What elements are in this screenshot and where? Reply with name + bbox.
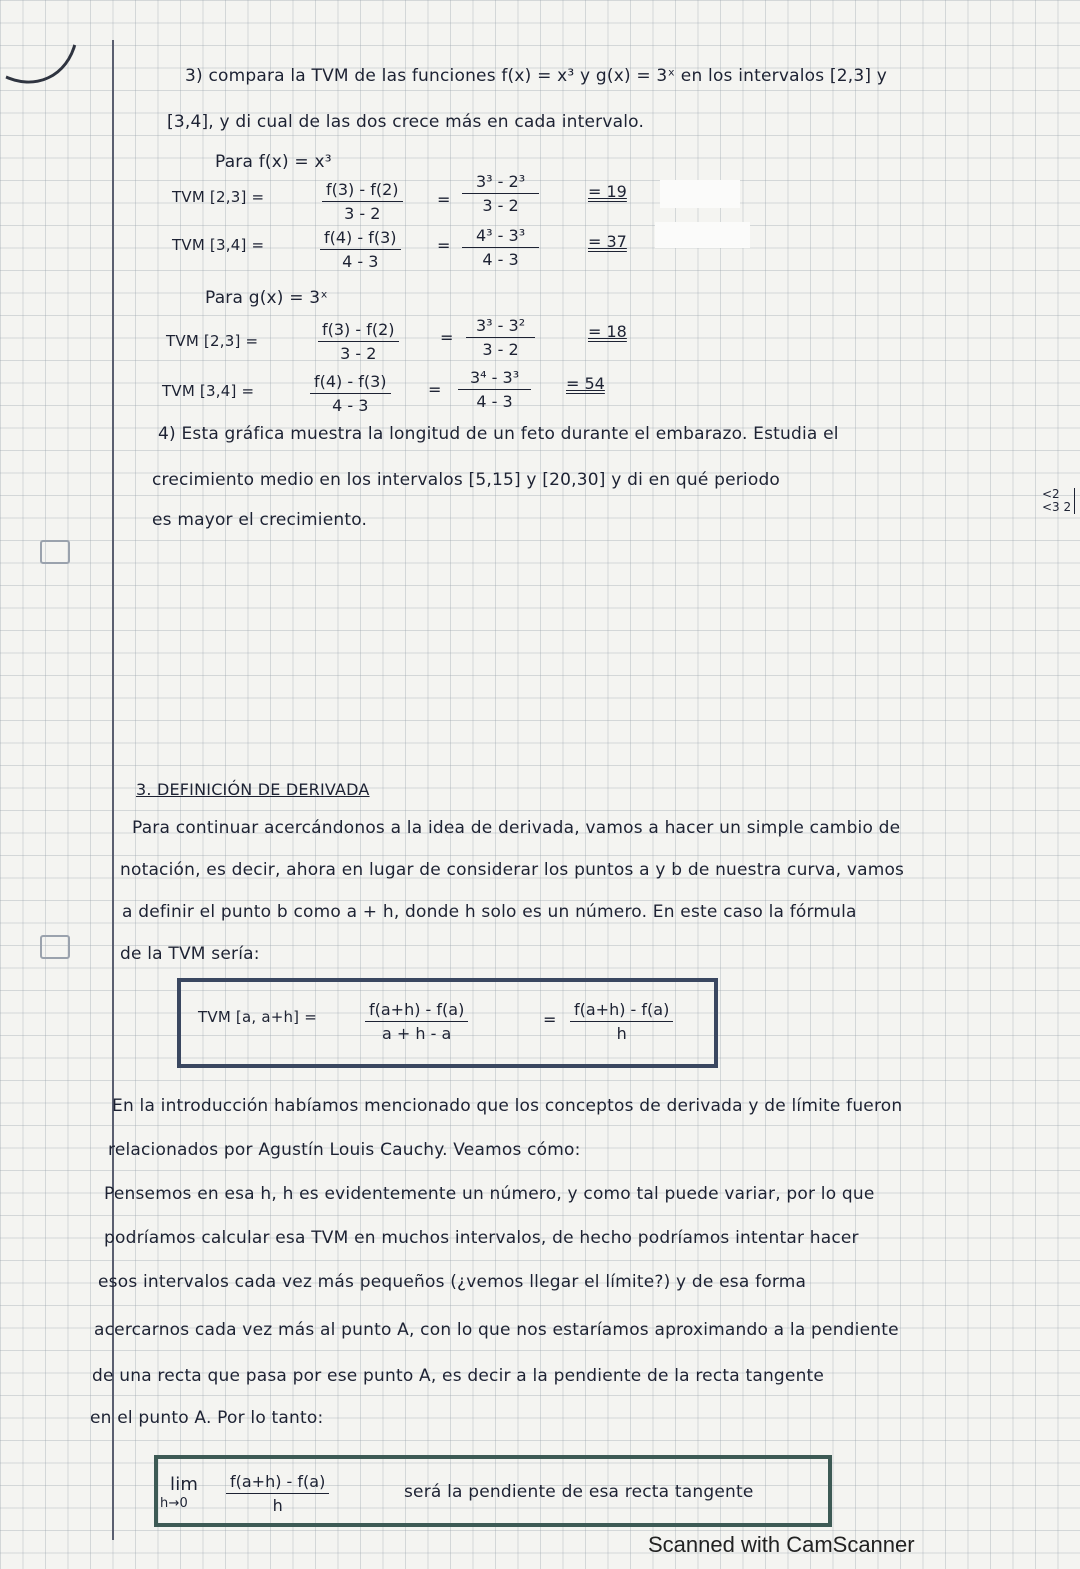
exercise-4-line-1: 4) Esta gráfica muestra la longitud de un feto durante el embarazo. Estudia el xyxy=(158,424,839,444)
binder-hole xyxy=(40,935,70,959)
fraction xyxy=(466,316,535,359)
tvm-label: TVM [2,3] = xyxy=(172,188,265,206)
equals-sign: = xyxy=(437,190,451,209)
tvm-label: TVM [3,4] = xyxy=(172,236,265,254)
result: = 18 xyxy=(588,322,627,341)
fraction-denominator: 3 - 2 xyxy=(344,204,381,223)
fraction xyxy=(310,372,391,415)
fraction-numerator: 3⁴ - 3³ xyxy=(458,368,531,390)
paragraph-line: en el punto A. Por lo tanto: xyxy=(90,1408,324,1428)
equals-sign: = xyxy=(543,1010,557,1029)
fraction-numerator: f(3) - f(2) xyxy=(318,320,399,342)
equals-sign: = xyxy=(428,380,442,399)
limit-explanation: será la pendiente de esa recta tangente xyxy=(404,1482,754,1502)
fraction xyxy=(318,320,399,363)
page-curl-decoration xyxy=(0,0,101,104)
paragraph-line: Pensemos en esa h, h es evidentemente un número, y como tal puede variar, por lo que xyxy=(104,1184,875,1204)
fraction-numerator: 3³ - 3² xyxy=(466,316,535,338)
paragraph-line: de una recta que pasa por ese punto A, es decir a la pendiente de la recta tangente xyxy=(92,1366,825,1386)
paragraph-line: Para continuar acercándonos a la idea de derivada, vamos a hacer un simple cambio de xyxy=(132,818,901,838)
paragraph-line: de la TVM sería: xyxy=(120,944,260,964)
paragraph-line: notación, es decir, ahora en lugar de considerar los puntos a y b de nuestra curva, vamos xyxy=(120,860,905,880)
fraction xyxy=(458,368,531,411)
fraction-denominator: 4 - 3 xyxy=(476,392,513,411)
f-heading: Para f(x) = x³ xyxy=(215,152,332,172)
fraction xyxy=(320,228,401,271)
paragraph-line: En la introducción habíamos mencionado que los conceptos de derivada y de límite fueron xyxy=(112,1096,903,1116)
fraction xyxy=(226,1472,329,1515)
side-note: <2 <3 2 xyxy=(1042,488,1075,514)
fraction-numerator: f(4) - f(3) xyxy=(320,228,401,250)
paragraph-line: podríamos calcular esa TVM en muchos intervalos, de hecho podríamos intentar hacer xyxy=(104,1228,859,1248)
fraction xyxy=(322,180,403,223)
tvm-label: TVM [3,4] = xyxy=(162,382,255,400)
fraction-denominator: h xyxy=(616,1024,627,1043)
exercise-4-line-3: es mayor el crecimiento. xyxy=(152,510,368,530)
fraction xyxy=(570,1000,673,1043)
fraction-numerator: 3³ - 2³ xyxy=(462,172,539,194)
fraction-numerator: f(3) - f(2) xyxy=(322,180,403,202)
fraction-denominator: a + h - a xyxy=(382,1024,452,1043)
equals-sign: = xyxy=(437,236,451,255)
exercise-4-line-2: crecimiento medio en los intervalos [5,15] y [20,30] y di en qué periodo xyxy=(152,470,781,490)
g-heading: Para g(x) = 3ˣ xyxy=(205,288,329,308)
equals-sign: = xyxy=(440,328,454,347)
result: = 19 xyxy=(588,182,627,201)
fraction-denominator: h xyxy=(272,1496,283,1515)
formula-label: TVM [a, a+h] = xyxy=(198,1008,317,1026)
section-title: 3. DEFINICIÓN DE DERIVADA xyxy=(136,780,370,799)
fraction-numerator: f(a+h) - f(a) xyxy=(226,1472,329,1494)
exercise-3-line-2: [3,4], y di cual de las dos crece más en cada intervalo. xyxy=(167,112,645,132)
fraction xyxy=(365,1000,468,1043)
correction-patch xyxy=(655,222,750,248)
correction-patch xyxy=(660,180,740,208)
binder-hole xyxy=(40,540,70,564)
scanner-watermark: Scanned with CamScanner xyxy=(648,1532,915,1557)
result: = 54 xyxy=(566,374,605,393)
fraction-numerator: f(4) - f(3) xyxy=(310,372,391,394)
result: = 37 xyxy=(588,232,627,251)
tvm-label: TVM [2,3] = xyxy=(166,332,259,350)
fraction-denominator: 4 - 3 xyxy=(332,396,369,415)
fraction-denominator: 4 - 3 xyxy=(342,252,379,271)
fraction-denominator: 4 - 3 xyxy=(482,250,519,269)
fraction-denominator: 3 - 2 xyxy=(482,196,519,215)
paragraph-line: esos intervalos cada vez más pequeños (¿vemos llegar el límite?) y de esa forma xyxy=(98,1272,807,1292)
fraction xyxy=(462,226,539,269)
lim-subscript: h→0 xyxy=(160,1496,189,1511)
margin-line xyxy=(112,40,114,1540)
paragraph-line: relacionados por Agustín Louis Cauchy. Veamos cómo: xyxy=(108,1140,581,1160)
fraction-denominator: 3 - 2 xyxy=(482,340,519,359)
paragraph-line: acercarnos cada vez más al punto A, con lo que nos estaríamos aproximando a la pendiente xyxy=(94,1320,899,1340)
fraction-numerator: f(a+h) - f(a) xyxy=(365,1000,468,1022)
exercise-3-line-1: 3) compara la TVM de las funciones f(x) = x³ y g(x) = 3ˣ en los intervalos [2,3] y xyxy=(185,66,888,86)
fraction-numerator: 4³ - 3³ xyxy=(462,226,539,248)
lim-symbol: lim xyxy=(170,1474,199,1495)
fraction xyxy=(462,172,539,215)
paragraph-line: a definir el punto b como a + h, donde h solo es un número. En este caso la fórmula xyxy=(122,902,857,922)
fraction-denominator: 3 - 2 xyxy=(340,344,377,363)
fraction-numerator: f(a+h) - f(a) xyxy=(570,1000,673,1022)
